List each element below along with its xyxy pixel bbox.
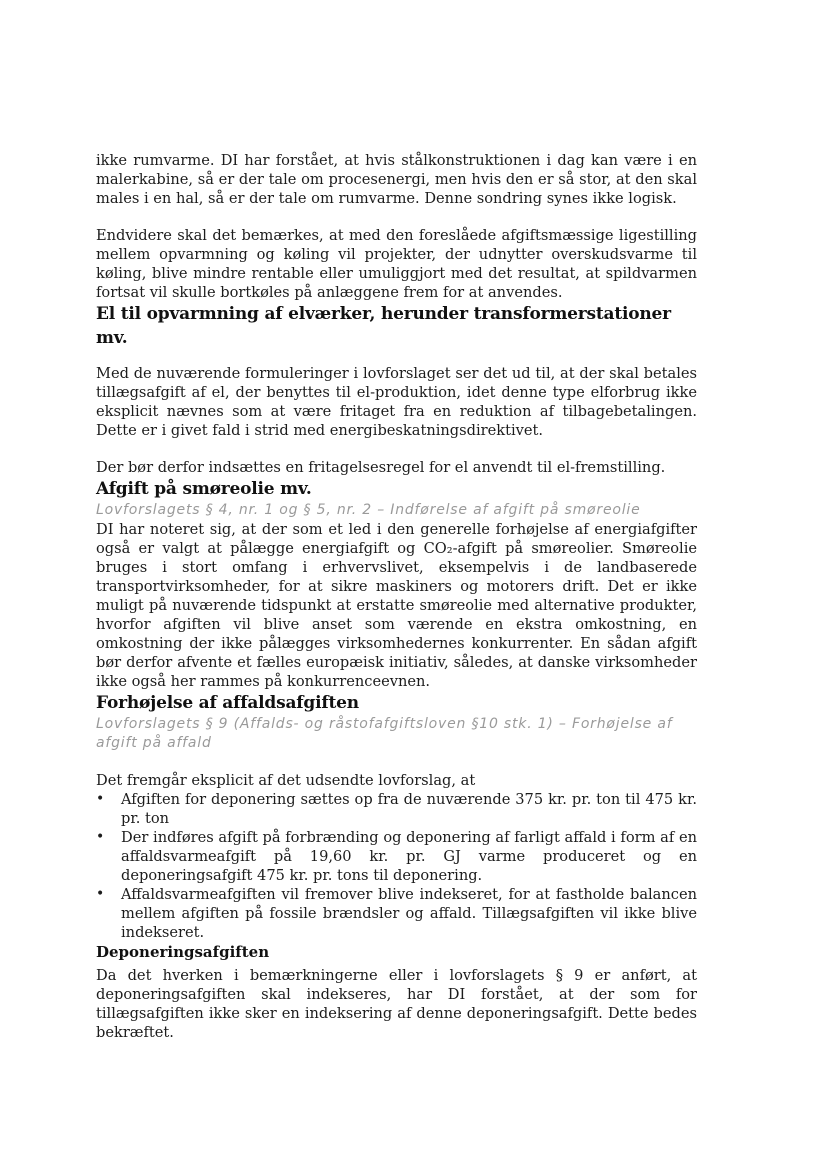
section-heading-el-opvarmning: El til opvarmning af elværker, herunder transformerstationer mv. <box>96 304 671 348</box>
list-item: • Der indføres afgift på forbrænding og deponering af farligt affald i form af en affaldsvarmeafgift på 19,60 kr. pr. GJ varme produceret og en deponeringsafgift 475 kr. pr. tons til deponering. <box>96 829 697 884</box>
document-page <box>96 151 697 1042</box>
section-heading-smoereolie: Afgift på smøreolie mv. <box>96 479 312 499</box>
law-reference-affald: Lovforslagets § 9 (Affalds- og råstofafgiftsloven §10 stk. 1) – Forhøjelse af afgift på affald <box>96 716 673 751</box>
list-item: • Afgiften for deponering sættes op fra de nuværende 375 kr. pr. ton til 475 kr. pr. ton <box>96 791 697 827</box>
paragraph-deponeringsafgift: Da det hverken i bemærkningerne eller i lovforslagets § 9 er anført, at deponeringsafgiften skal indekseres, har DI forstået, at der som for tillægsafgiften ikke sker en indeksering af denne deponeringsafgift. Dette bedes bekræftet. <box>96 967 697 1041</box>
section-heading-affaldsafgift: Forhøjelse af affaldsafgiften <box>96 693 359 713</box>
bullet-icon: • <box>96 829 105 845</box>
list-item: • Affaldsvarmeafgiften vil fremover blive indekseret, for at fastholde balancen mellem afgiften på fossile brændsler og affald. Tillægsafgiften vil ikke blive indekseret. <box>96 886 697 941</box>
paragraph-koeling: Endvidere skal det bemærkes, at med den foreslåede afgiftsmæssige ligestilling mellem opvarmning og køling vil projekter, der udnytter overskudsvarme til køling, blive mindre rentable eller umuliggjort med det resultat, at spildvarmen fortsat vil skulle bortkøles på anlæggene frem for at anvendes. <box>96 227 697 301</box>
paragraph-lovforslag-intro: Det fremgår eksplicit af det udsendte lovforslag, at <box>96 772 476 789</box>
bullet-icon: • <box>96 886 105 902</box>
bullet-list-affald <box>96 790 697 942</box>
paragraph-fritagelsesregel: Der bør derfor indsættes en fritagelsesregel for el anvendt til el-fremstilling. <box>96 459 666 476</box>
paragraph-smoereolie: DI har noteret sig, at der som et led i den generelle forhøjelse af energiafgifter også er valgt at pålægge energiafgift og CO₂-afgift på smøreolier. Smøreolie bruges i stort omfang i erhvervslivet, eksempelvis i de landbaserede transportvirksomheder, for at sikre maskiners og motorers drift. Det er ikke muligt på nuværende tidspunkt at erstatte smøreolie med alternative produkter, hvorfor afgiften vil blive anset som værende en ekstra omkostning, en omkostning der ikke pålægges virksomhedernes konkurrenter. En sådan afgift bør derfor afvente et fælles europæisk initiativ, således, at danske virksomheder ikke også her rammes på konkurrenceevnen. <box>96 521 697 690</box>
paragraph-tillaegsafgift: Med de nuværende formuleringer i lovforslaget ser det ud til, at der skal betales tillægsafgift af el, der benyttes til el-produktion, idet denne type elforbrug ikke eksplicit nævnes som at være fritaget fra en reduktion af tilbagebetalingen. Dette er i givet fald i strid med energibeskatningsdirektivet. <box>96 365 697 439</box>
bullet-icon: • <box>96 791 105 807</box>
paragraph-rumvarme: ikke rumvarme. DI har forstået, at hvis stålkonstruktionen i dag kan være i en malerkabine, så er der tale om procesenergi, men hvis den er så stor, at den skal males i en hal, så er der tale om rumvarme. Denne sondring synes ikke logisk. <box>96 152 697 207</box>
subsection-heading-deponeringsafgift: Deponeringsafgiften <box>96 943 270 961</box>
law-reference-smoereolie: Lovforslagets § 4, nr. 1 og § 5, nr. 2 – Indførelse af afgift på smøreolie <box>96 502 641 518</box>
